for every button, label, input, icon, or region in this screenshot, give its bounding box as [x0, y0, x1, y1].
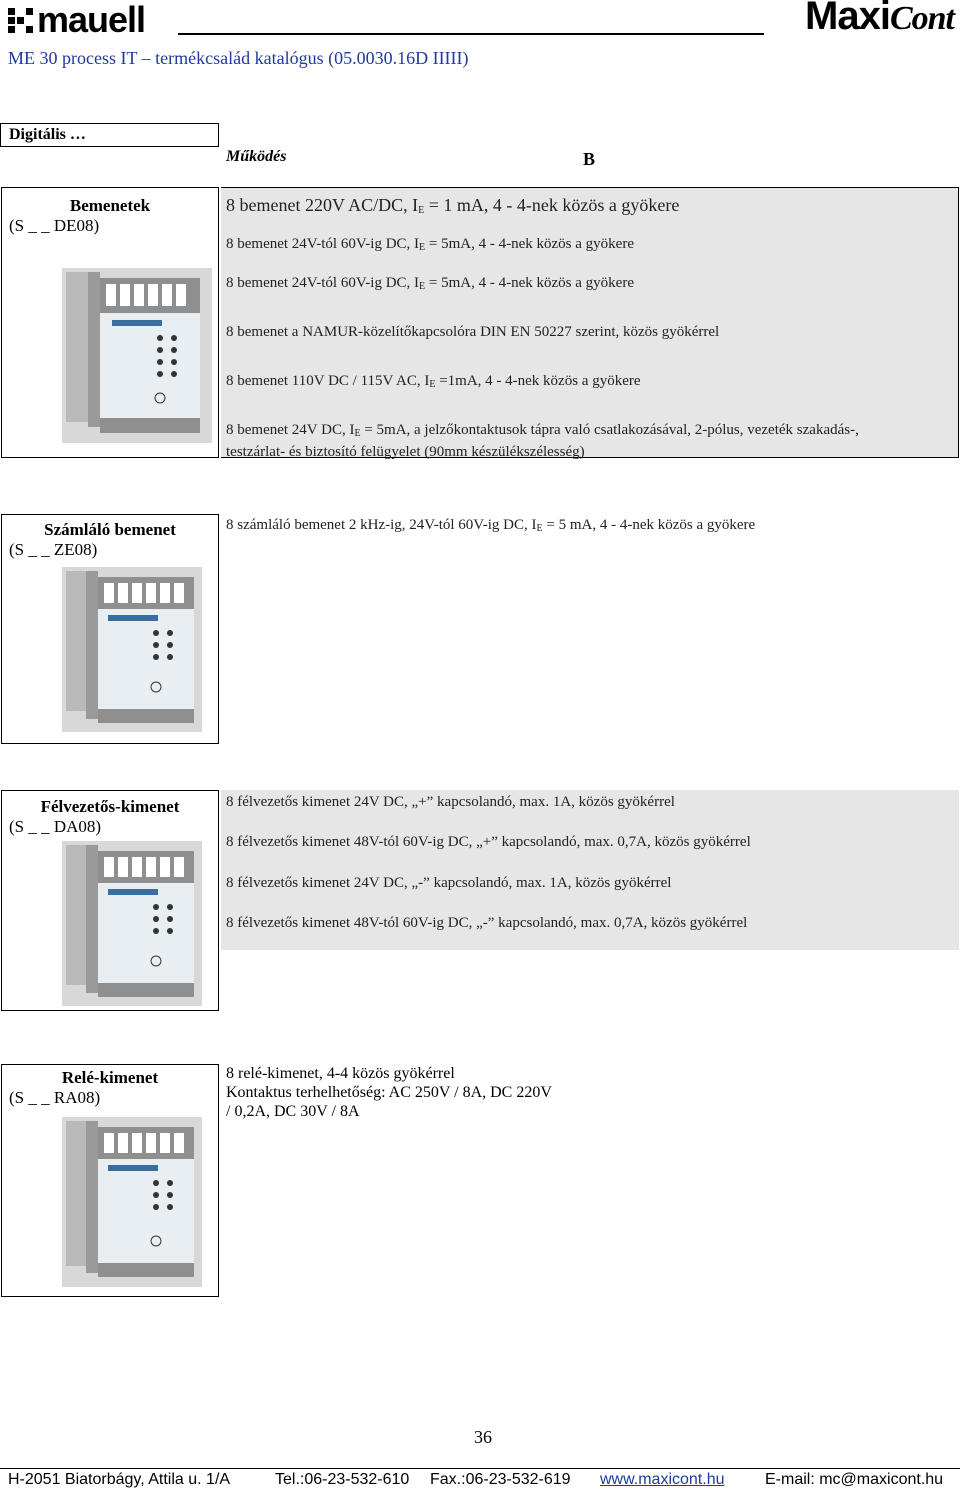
- section-label: Digitális …: [0, 123, 219, 147]
- footer-fax: Fax.:06-23-532-619: [430, 1471, 571, 1488]
- list-item: 8 bemenet 220V AC/DC, $I_E = 1$ mA, 4 - 4-nek közös a gyökere: [226, 195, 680, 216]
- page-number: 36: [474, 1427, 492, 1447]
- column-header-b: B: [583, 149, 596, 169]
- section-code: (S _ _ RA08): [9, 1088, 101, 1107]
- footer-email[interactable]: E-mail: mc@maxicont.hu: [765, 1471, 944, 1488]
- device-module-icon: [62, 841, 202, 1006]
- section-felvezetos: [1, 790, 219, 1011]
- footer-address: H-2051 Biatorbágy, Attila u. 1/A: [8, 1471, 231, 1488]
- footer-tel: Tel.:06-23-532-610: [275, 1471, 410, 1488]
- list-item: 8 relé-kimenet, 4-4 közös gyökérrel: [226, 1065, 455, 1082]
- header-rule: [178, 33, 764, 35]
- section-bemenetek: [1, 187, 219, 458]
- logo-text: mauell: [37, 0, 146, 40]
- list-item: 8 számláló bemenet 2 kHz-ig, 24V-tól 60V-ig DC, $I_E = 5$ mA, 4 - 4-nek közös a gyökere: [226, 517, 756, 534]
- list-item: 8 bemenet 24V-tól 60V-ig DC, $I_E = 5mA$, 4 - 4-nek közös a gyökere: [226, 275, 634, 292]
- section-title: Félvezetős-kimenet: [40, 797, 180, 816]
- section-szamlalo: [1, 514, 219, 744]
- list-item: 8 félvezetős kimenet 48V-tól 60V-ig DC, „-” kapcsolandó, max. 0,7A, közös gyökérrel: [226, 915, 748, 931]
- list-item: 8 félvezetős kimenet 24V DC, „-” kapcsolandó, max. 1A, közös gyökérrel: [226, 875, 672, 891]
- section-title: Bemenetek: [69, 196, 151, 215]
- footer-web-link[interactable]: www.maxicont.hu: [600, 1471, 725, 1488]
- list-item: Kontaktus terhelhetőség: AC 250V / 8A, DC 220V: [226, 1084, 552, 1101]
- list-item: 8 félvezetős kimenet 24V DC, „+” kapcsolandó, max. 1A, közös gyökérrel: [226, 794, 675, 810]
- mauell-logo: [8, 0, 146, 40]
- section-code: (S _ _ DA08): [9, 817, 102, 836]
- section-code: (S _ _ DE08): [9, 216, 100, 235]
- catalog-subtitle: ME 30 process IT – termékcsalád katalógus (05.0030.16D IIIII): [8, 48, 469, 68]
- list-item: 8 félvezetős kimenet 48V-tól 60V-ig DC, „+” kapcsolandó, max. 0,7A, közös gyökérrel: [226, 834, 751, 850]
- footer-rule: [0, 1468, 960, 1469]
- list-item: 8 bemenet 24V DC, $I_E = 5mA$, a jelzőkontaktusok tápra való csatlakozásával, 2-pólus, vezeték szakadás-, testzárlat- és biztosító felügyelet (90mm készülékszélesség): [226, 422, 859, 460]
- section-rele: [1, 1064, 219, 1297]
- device-module-icon: [62, 567, 202, 732]
- logo-squares-icon: [8, 8, 33, 33]
- list-item: 8 bemenet 24V-tól 60V-ig DC, $I_E = 5mA$, 4 - 4-nek közös a gyökere: [226, 236, 634, 253]
- list-item: / 0,2A, DC 30V / 8A: [226, 1103, 360, 1120]
- device-module-icon: [62, 268, 212, 443]
- device-module-icon: [62, 1117, 202, 1287]
- list-item: 8 bemenet a NAMUR-közelítőkapcsolóra DIN EN 50227 szerint, közös gyökérrel: [226, 324, 720, 340]
- section-code: (S _ _ ZE08): [9, 540, 98, 559]
- section-title: Relé-kimenet: [61, 1068, 159, 1087]
- section-bemenetek-functions: [221, 187, 959, 458]
- column-header-function: Működés: [226, 148, 287, 165]
- list-item: 8 bemenet 110V DC / 115V AC, $I_E =1mA$, 4 - 4-nek közös a gyökere: [226, 373, 641, 390]
- maxicont-logo: MaxiCont: [805, 0, 954, 38]
- section-title: Számláló bemenet: [44, 520, 176, 539]
